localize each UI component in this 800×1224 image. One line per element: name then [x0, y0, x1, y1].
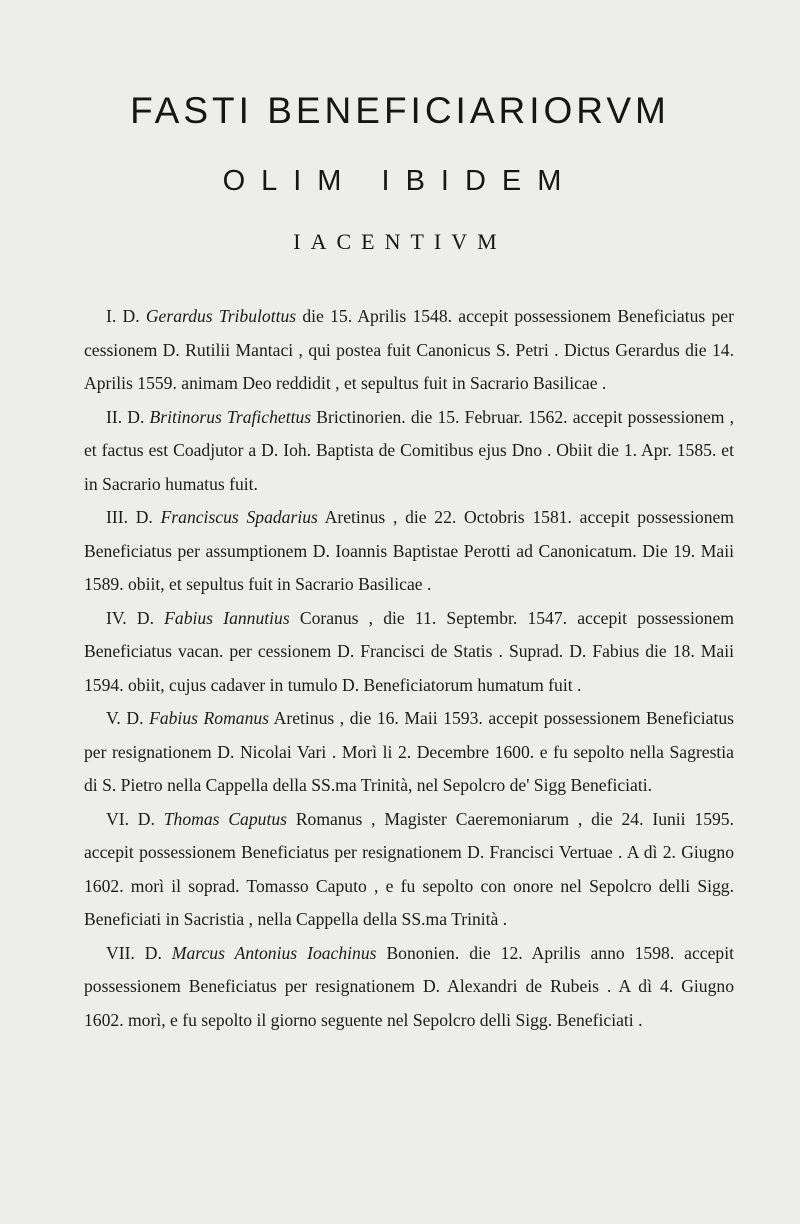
entry-6	[84, 803, 734, 937]
entry-text: Aretinus , die 22. Octobris 1581. accepit possessionem Beneficiatus per assumptionem D. Ioannis Baptistae Perotti ad Canonicatum. Die 19. Maii 1589. obiit, et sepultus fuit in Sacrario Basilicae .	[84, 507, 734, 594]
entry-number: II. D.	[106, 406, 150, 427]
entry-text: Romanus , Magister Caeremoniarum , die 24. Iunii 1595. accepit possessionem Beneficiatus per resignationem D. Francisci Vertuae . A dì 2. Giugno 1602. morì il soprad. Tomasso Caputo , e fu sepolto con onore nel Sepolcro delli Sigg. Beneficiati in Sacristia , nella Cappella della SS.ma Trinità .	[84, 808, 734, 929]
entry-number: VII. D.	[106, 942, 172, 963]
entries-list	[84, 300, 734, 1037]
entry-number: V. D.	[106, 708, 150, 728]
entry-name: Franciscus Spadarius	[160, 507, 318, 527]
entry-1	[84, 300, 734, 401]
entry-name: Fabius Iannutius	[164, 607, 290, 628]
entry-name: Gerardus Tribulottus	[145, 306, 297, 326]
entry-3	[84, 501, 734, 602]
entry-number: VI. D.	[106, 808, 164, 829]
page-subtitle: OLIM IBIDEM	[222, 165, 578, 197]
entry-number: III. D.	[106, 507, 161, 527]
entry-5	[84, 702, 734, 803]
entry-number: IV. D.	[106, 607, 165, 628]
entry-2	[84, 401, 734, 502]
entry-text: Aretinus , die 16. Maii 1593. accepit possessionem Beneficiatus per resignationem D. Nicolai Vari . Morì li 2. Decembre 1600. e fu sepolto nella Sagrestia di S. Pietro nella Cappella della SS.ma Trinità, nel Sepolcro de' Sigg Beneficiati.	[84, 708, 734, 795]
page-title: FASTI BENEFICIARIORVM	[130, 90, 670, 131]
entry-text: die 15. Aprilis 1548. accepit possessionem Beneficiatus per cessionem D. Rutilii Mantaci , qui postea fuit Canonicus S. Petri . Dictus Gerardus die 14. Aprilis 1559. animam Deo reddidit , et sepultus fuit in Sacrario Basilicae .	[84, 306, 734, 393]
entry-7	[84, 937, 734, 1038]
page-subtitle-secondary: IACENTIVM	[293, 229, 507, 254]
entry-4	[84, 602, 734, 703]
entry-name: Marcus Antonius Ioachinus	[171, 942, 377, 963]
entry-name: Britinorus Trafichettus	[149, 406, 312, 427]
entry-text: Coranus , die 11. Septembr. 1547. accepit possessionem Beneficiatus vacan. per cessionem D. Francisci de Statis . Suprad. D. Fabius die 18. Maii 1594. obiit, cujus cadaver in tumulo D. Beneficiatorum humatum fuit .	[84, 607, 734, 695]
entry-text: Bononien. die 12. Aprilis anno 1598. accepit possessionem Beneficiatus per resignationem D. Alexandri de Rubeis . A dì 4. Giugno 1602. morì, e fu sepolto il giorno seguente nel Sepolcro delli Sigg. Beneficiati .	[84, 942, 734, 1030]
entry-number: I. D.	[106, 306, 146, 326]
entry-text: Brictinorien. die 15. Februar. 1562. accepit possessionem , et factus est Coadjutor a D. Ioh. Baptista de Comitibus ejus Dno . Obiit die 1. Apr. 1585. et in Sacrario humatus fuit.	[84, 406, 734, 494]
entry-name: Thomas Caputus	[163, 808, 287, 829]
entry-name: Fabius Romanus	[149, 708, 270, 728]
